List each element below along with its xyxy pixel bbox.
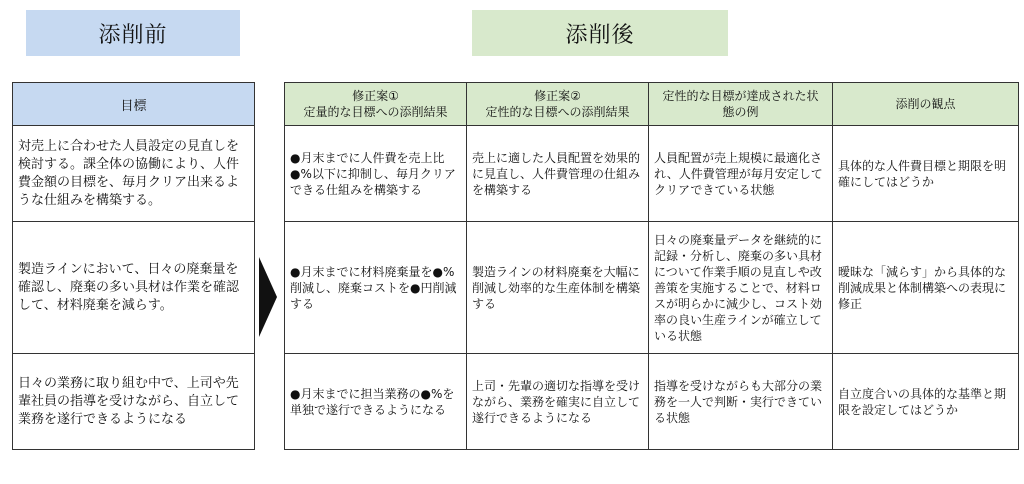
after-table <box>284 82 1019 450</box>
viewpoint-cell-2: 曖昧な「減らす」から具体的な削減成果と体制構築への表現に修正 <box>833 222 1019 354</box>
table-row <box>285 222 1019 354</box>
header-example-line1: 定性的な目標が達成された状 <box>662 89 819 103</box>
qualitative-cell-1: 売上に適した人員配置を効果的に見直し、人件費管理の仕組みを構築する <box>467 126 649 222</box>
viewpoint-cell-3: 自立度合いの具体的な基準と期限を設定してはどうか <box>833 354 1019 450</box>
before-banner <box>26 10 240 56</box>
qualitative-cell-2: 製造ラインの材料廃棄を大幅に削減し効率的な生産体制を構築する <box>467 222 649 354</box>
header-qualitative-line1: 修正案② <box>534 89 581 103</box>
goal-cell-1: 対売上に合わせた人員設定の見直しを検討する。課全体の協働により、人件費金額の目標を、毎月クリア出来るような仕組みを構築する。 <box>13 126 255 222</box>
header-quantitative-line2: 定量的な目標への添削結果 <box>303 105 448 119</box>
example-cell-1: 人員配置が売上規模に最適化され、人件費管理が毎月安定してクリアできている状態 <box>649 126 833 222</box>
table-row <box>13 222 255 354</box>
header-example <box>649 83 833 126</box>
goal-cell-3: 日々の業務に取り組む中で、上司や先輩社員の指導を受けながら、自立して業務を遂行できるようになる <box>13 354 255 450</box>
example-cell-3: 指導を受けながらも大部分の業務を一人で判断・実行できている状態 <box>649 354 833 450</box>
before-table <box>12 82 255 450</box>
header-qualitative <box>467 83 649 126</box>
before-header-row <box>13 83 255 126</box>
table-row <box>285 354 1019 450</box>
header-qualitative-line2: 定性的な目標への添削結果 <box>485 105 630 119</box>
table-row <box>285 126 1019 222</box>
after-banner <box>472 10 728 56</box>
header-viewpoint-line1: 添削の観点 <box>895 97 956 111</box>
after-banner-label: 添削後 <box>565 22 635 48</box>
header-example-line2: 態の例 <box>722 105 759 119</box>
quantitative-cell-3: ●月末までに担当業務の●%を単独で遂行できるようになる <box>285 354 467 450</box>
quantitative-cell-1: ●月末までに人件費を売上比●%以下に抑制し、毎月クリアできる仕組みを構築する <box>285 126 467 222</box>
right-arrow-icon <box>257 255 279 339</box>
table-row <box>13 354 255 450</box>
header-quantitative <box>285 83 467 126</box>
after-header-row <box>285 83 1019 126</box>
header-quantitative-line1: 修正案① <box>352 89 399 103</box>
viewpoint-cell-1: 具体的な人件費目標と期限を明確にしてはどうか <box>833 126 1019 222</box>
goal-cell-2: 製造ラインにおいて、日々の廃棄量を確認し、廃棄の多い具材は作業を確認して、材料廃棄を減らす。 <box>13 222 255 354</box>
table-row <box>13 126 255 222</box>
before-banner-label: 添削前 <box>98 22 168 48</box>
header-viewpoint <box>833 83 1019 126</box>
example-cell-2: 日々の廃棄量データを継続的に記録・分析し、廃棄の多い具材について作業手順の見直しや改善策を実施することで、材料ロスが明らかに減少し、コスト効率の良い生産ラインが確立している状態 <box>649 222 833 354</box>
quantitative-cell-2: ●月末までに材料廃棄量を●%削減し、廃棄コストを●円削減する <box>285 222 467 354</box>
qualitative-cell-3: 上司・先輩の適切な指導を受けながら、業務を確実に自立して遂行できるようになる <box>467 354 649 450</box>
goal-header: 目標 <box>13 83 255 126</box>
